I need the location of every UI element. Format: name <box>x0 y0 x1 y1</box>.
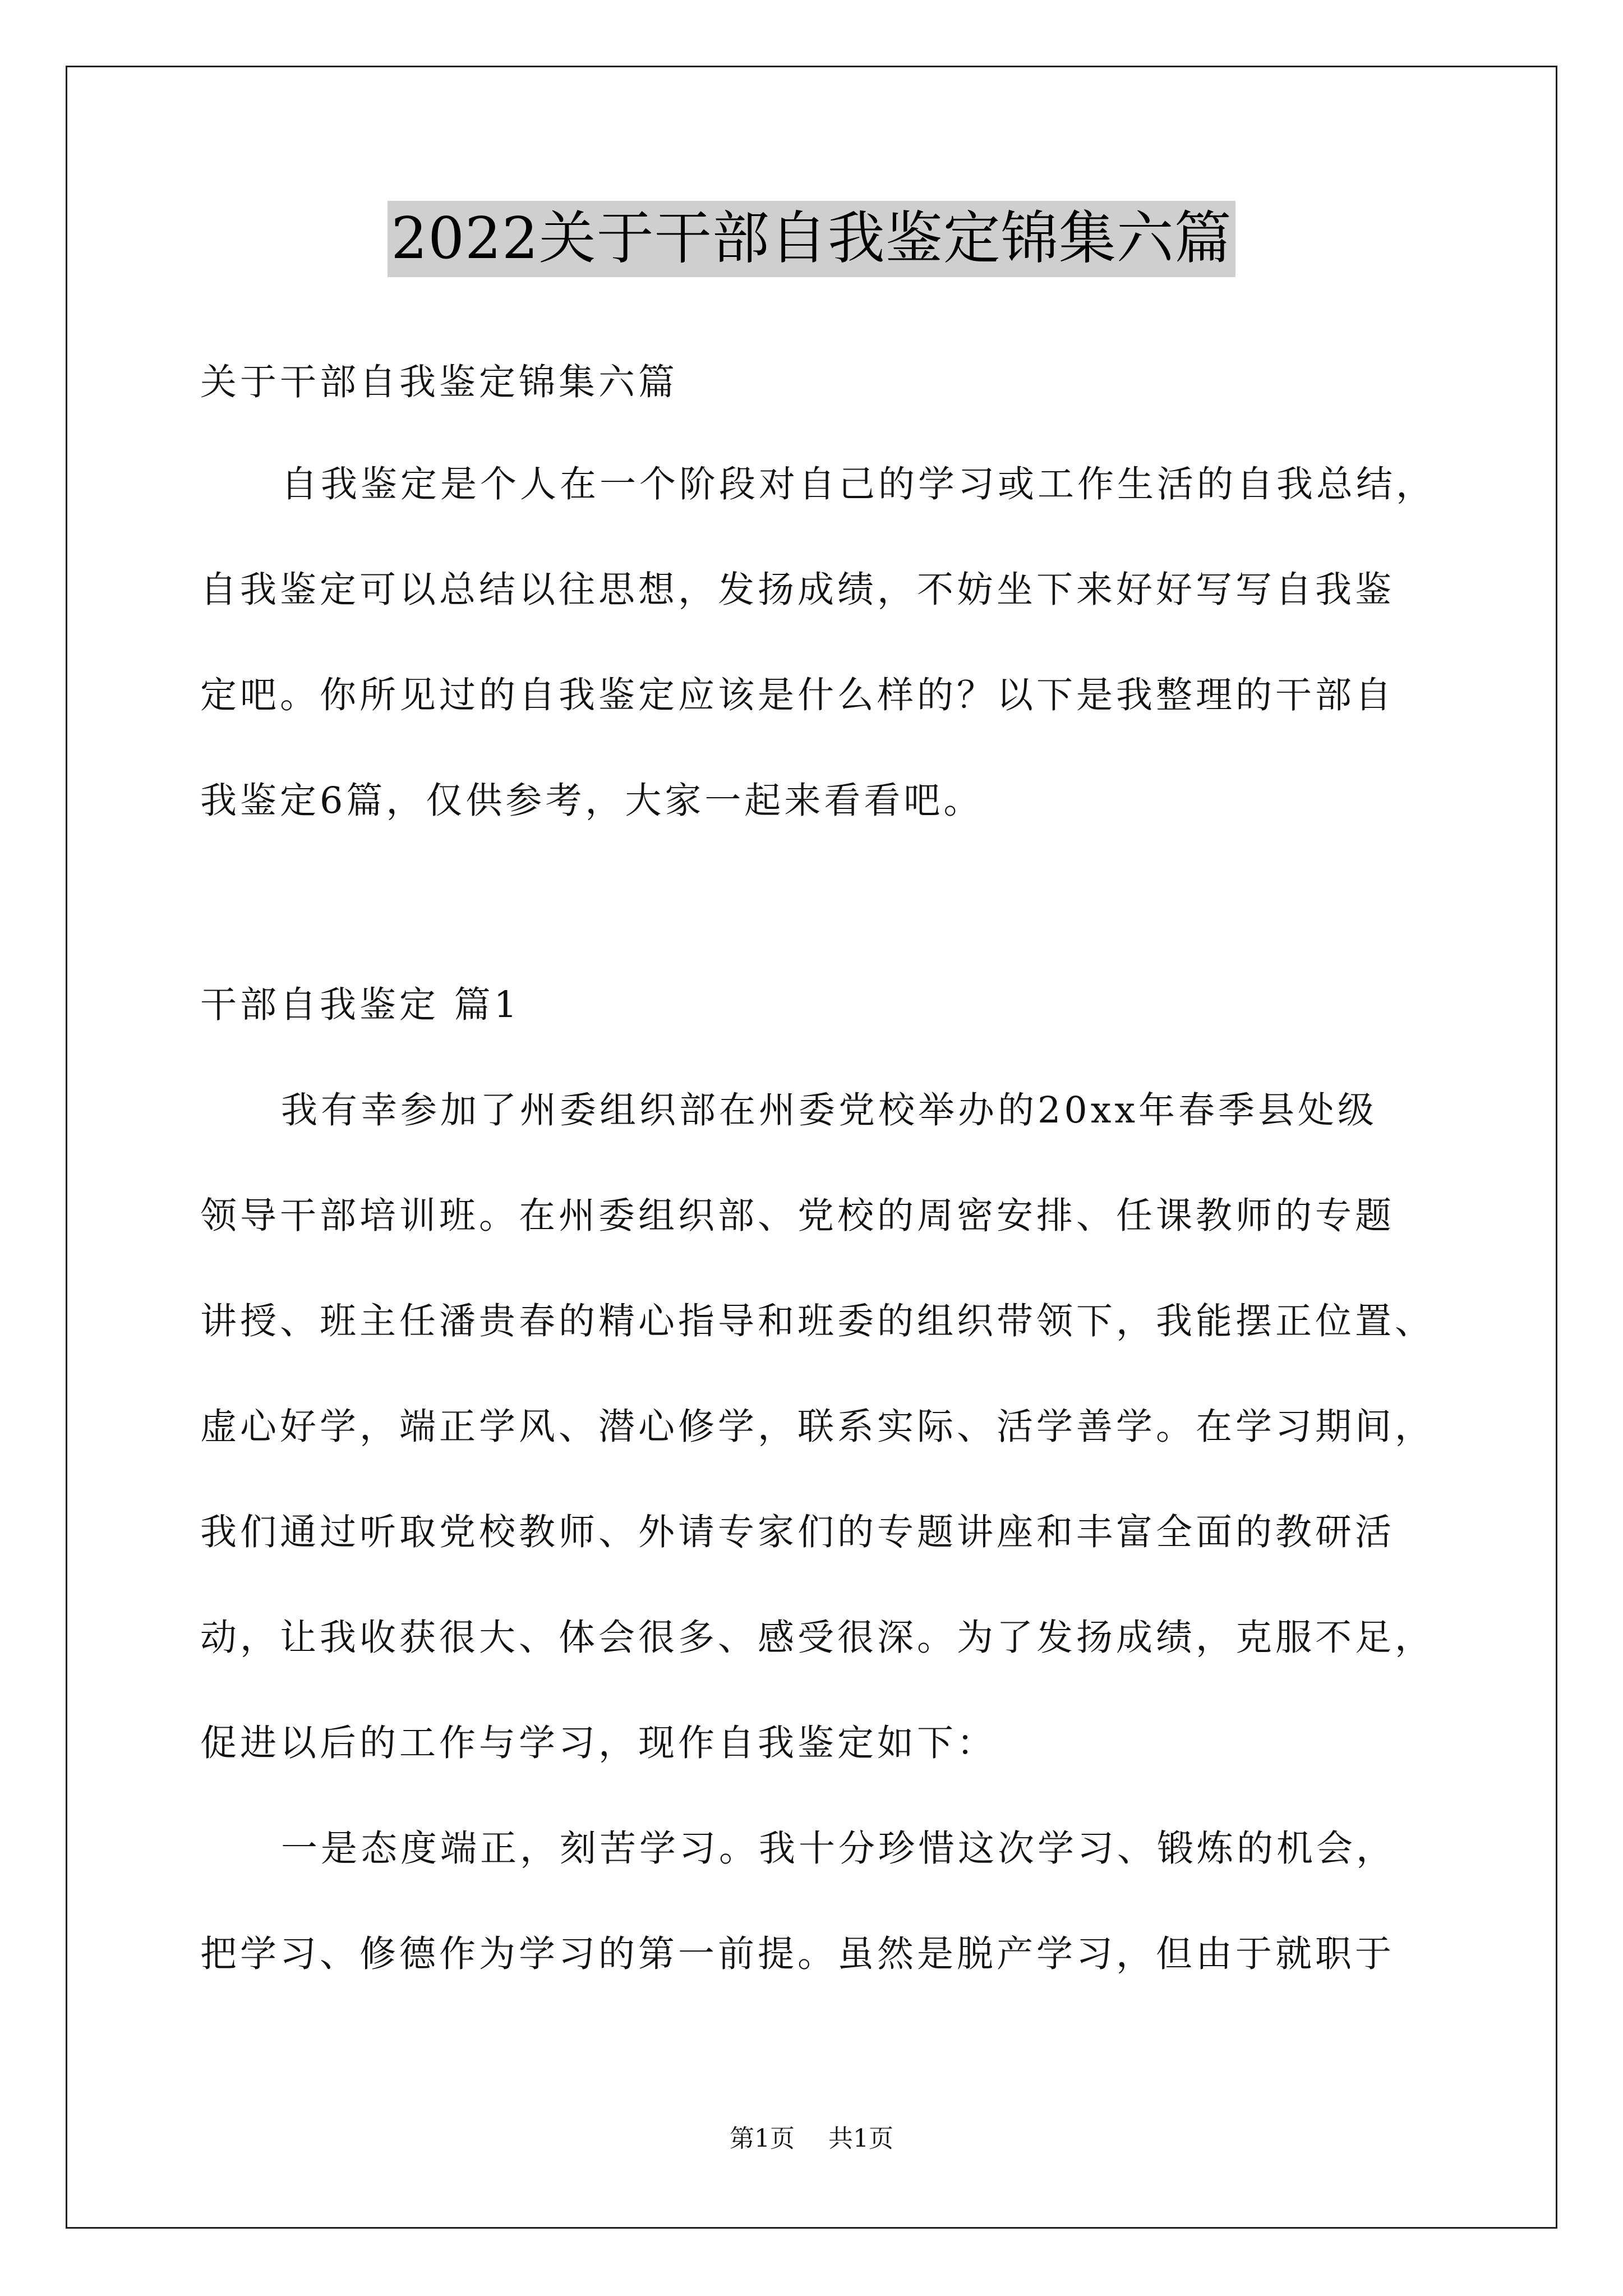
document-title: 2022关于干部自我鉴定锦集六篇 <box>388 201 1235 277</box>
section-paragraph-line: 领导干部培训班。在州委组织部、党校的周密安排、任课教师的专题 <box>200 1195 1395 1237</box>
section-paragraph-line: 讲授、班主任潘贵春的精心指导和班委的组织带领下，我能摆正位置、 <box>200 1300 1435 1342</box>
section-paragraph-line: 我们通过听取党校教师、外请专家们的专题讲座和丰富全面的教研活 <box>200 1511 1395 1553</box>
intro-paragraph-line: 定吧。你所见过的自我鉴定应该是什么样的？以下是我整理的干部自 <box>200 674 1395 716</box>
document-subtitle: 关于干部自我鉴定锦集六篇 <box>200 361 679 403</box>
section-heading: 干部自我鉴定 篇1 <box>200 984 521 1026</box>
section-paragraph-line: 促进以后的工作与学习，现作自我鉴定如下： <box>200 1722 997 1764</box>
intro-paragraph-line: 自我鉴定是个人在一个阶段对自己的学习或工作生活的自我总结， <box>281 463 1436 505</box>
section-paragraph-line: 把学习、修德作为学习的第一前提。虽然是脱产学习，但由于就职于 <box>200 1933 1395 1975</box>
intro-paragraph-line: 我鉴定6篇，仅供参考，大家一起来看看吧。 <box>200 780 984 822</box>
intro-paragraph-line: 自我鉴定可以总结以往思想，发扬成绩，不妨坐下来好好写写自我鉴 <box>200 569 1395 611</box>
title-container <box>0 201 1623 277</box>
section-paragraph-line: 一是态度端正，刻苦学习。我十分珍惜这次学习、锻炼的机会， <box>281 1828 1396 1870</box>
section-paragraph-line: 虚心好学，端正学风、潜心修学，联系实际、活学善学。在学习期间， <box>200 1406 1435 1448</box>
section-paragraph-line: 动，让我收获很大、体会很多、感受很深。为了发扬成绩，克服不足， <box>200 1617 1435 1659</box>
section-paragraph-line: 我有幸参加了州委组织部在州委党校举办的20xx年春季县处级 <box>281 1089 1378 1131</box>
page-count: 共1页 <box>828 2124 893 2153</box>
page-number: 第1页 <box>730 2124 795 2153</box>
page-footer <box>0 2122 1623 2156</box>
